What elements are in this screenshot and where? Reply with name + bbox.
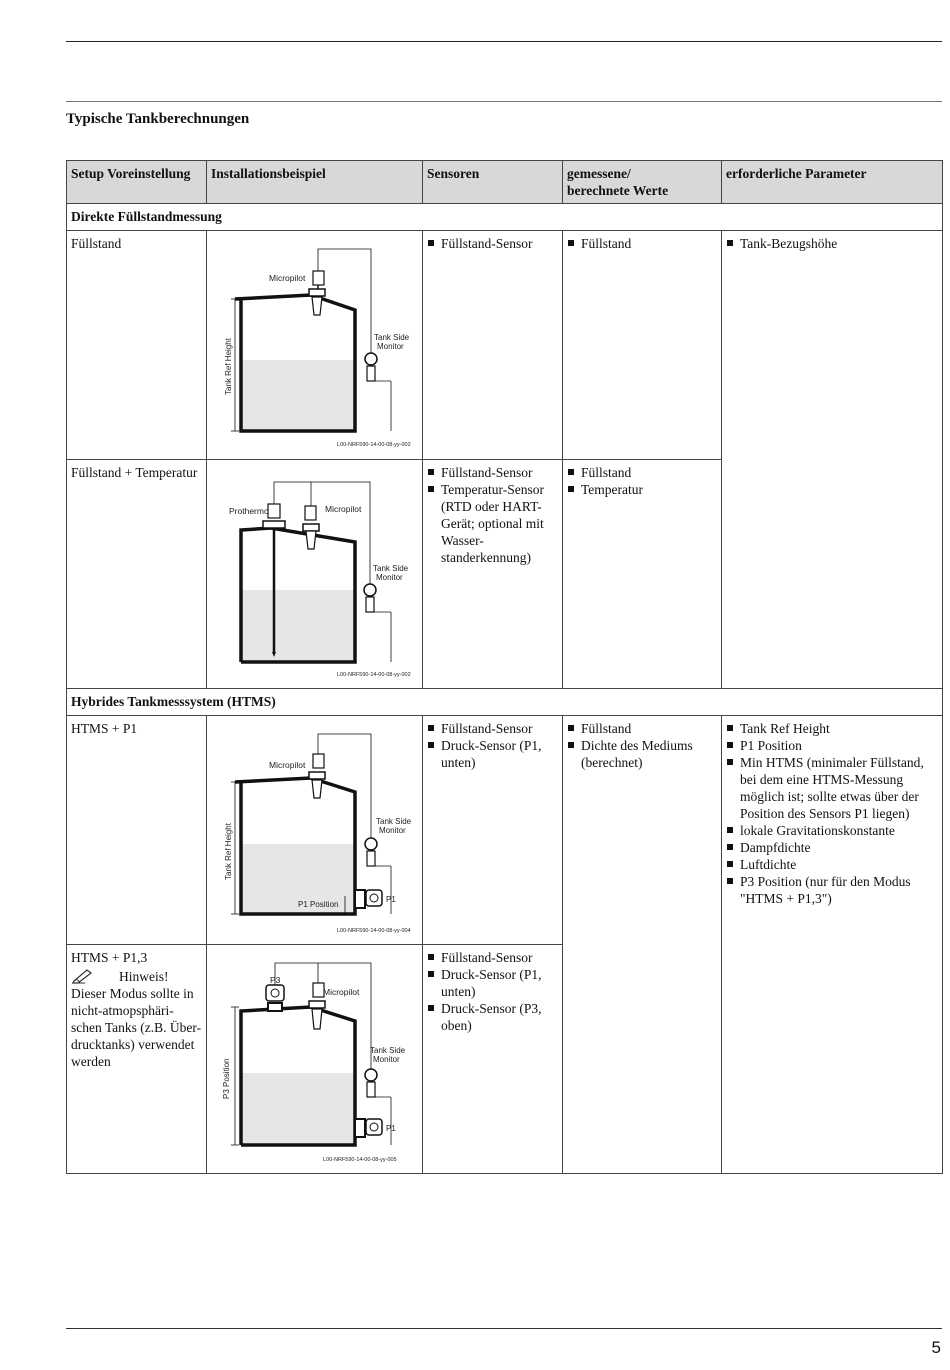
bottom-rule [66,1328,942,1329]
list-item: Luftdichte [726,856,938,873]
installation-figure [207,945,423,1174]
list-item: Dampfdichte [726,839,938,856]
list-item: Temperatur-Sensor (RTD oder HART-Gerät; optional mit Wasser-standerkennung) [427,481,558,566]
header-values: gemessene/ berechnete Werte [563,161,722,204]
table-row [67,716,943,945]
installation-figure [207,231,423,460]
list-item: Füllstand-Sensor [427,720,558,737]
list-item: lokale Gravitationskonstante [726,822,938,839]
figure-label: Micropilot [269,760,306,770]
figure-label: Monitor [373,1055,400,1064]
installation-figure [207,716,423,945]
section-title: Typische Tankberechnungen [66,111,250,127]
values-cell [563,460,722,689]
list-item: Füllstand-Sensor [427,464,558,481]
sensors-cell [423,716,563,945]
figure-label: Micropilot [323,987,360,997]
figure-label: P1 [386,1124,396,1133]
figure-code: L00-NRF590-14-00-08-yy-002 [337,442,411,448]
figure-code: L00-NRF590-14-00-08-yy-005 [323,1157,397,1163]
header-params: erforderliche Parameter [722,161,943,204]
list-item: Temperatur [567,481,717,498]
top-rule [66,41,942,42]
list-item: Füllstand [567,235,717,252]
list-item: Druck-Sensor (P1, unten) [427,966,558,1000]
figure-label: P1 Position [298,900,339,909]
figure-label: Tank Side [374,333,410,342]
setup-cell [67,945,207,1174]
sensors-cell [423,945,563,1174]
figure-label: Tank Side [370,1046,406,1055]
hint-label: Hinweis! [119,969,169,984]
setup-cell: HTMS + P1 [67,716,207,945]
list-item: Füllstand-Sensor [427,235,558,252]
figure-label: Tank Ref Height [224,338,233,395]
setup-cell: Füllstand + Temperatur [67,460,207,689]
list-item: Min HTMS (minimaler Füllstand, bei dem eine HTMS-Messung möglich ist; sollte etwas über der Position des Sensors P1 liegen) [726,754,938,822]
figure-label: Monitor [377,342,404,351]
tank-diagram-htms-p1-p3 [211,949,427,1169]
sensors-cell [423,231,563,460]
header-sensors: Sensoren [423,161,563,204]
values-cell [563,716,722,1174]
hint [71,968,202,985]
setup-label: HTMS + P1,3 [71,950,148,965]
list-item: Dichte des Mediums (berechnet) [567,737,717,771]
list-item: Tank Ref Height [726,720,938,737]
list-item: Druck-Sensor (P1, unten) [427,737,558,771]
figure-label: Tank Ref Height [224,823,233,880]
figure-label: Tank Side [373,564,409,573]
sensors-cell [423,460,563,689]
params-cell [722,231,943,689]
installation-figure [207,460,423,689]
page-number: 5 [931,1338,941,1357]
setup-cell: Füllstand [67,231,207,460]
list-item: Füllstand [567,720,717,737]
group-title-direct: Direkte Füllstandmessung [67,204,943,231]
figure-label: P3 Position [222,1058,231,1099]
group-row-hybrid [67,689,943,716]
hint-text: Dieser Modus sollte in nicht-atmopsphäri-schen Tanks (z.B. Über-drucktanks) verwendet werden [71,986,202,1069]
table-row [67,231,943,460]
tank-diagram-htms-p1 [211,720,427,940]
group-row-direct [67,204,943,231]
header-installation: Installationsbeispiel [207,161,423,204]
params-cell [722,716,943,1174]
figure-label: Micropilot [269,273,306,283]
header-row [67,161,943,204]
figure-label: Monitor [376,573,403,582]
pencil-icon [71,968,93,984]
figure-code: L00-NRF590-14-00-08-yy-004 [337,928,411,934]
figure-label: Tank Side [376,817,412,826]
group-title-hybrid: Hybrides Tankmesssystem (HTMS) [67,689,943,716]
figure-code: L00-NRF590-14-00-08-yy-002 [337,672,411,678]
list-item: Füllstand [567,464,717,481]
figure-label: Monitor [379,826,406,835]
figure-label: Micropilot [325,504,362,514]
header-setup: Setup Voreinstellung [67,161,207,204]
figure-label: Prothermo [229,506,269,516]
list-item: Tank-Bezugshöhe [726,235,938,252]
tank-calculation-table [66,160,943,1174]
list-item: Füllstand-Sensor [427,949,558,966]
values-cell [563,231,722,460]
list-item: P3 Position (nur für den Modus "HTMS + P1,3") [726,873,938,907]
tank-diagram-level [211,235,427,455]
list-item: P1 Position [726,737,938,754]
figure-label: P1 [386,895,396,904]
list-item: Druck-Sensor (P3, oben) [427,1000,558,1034]
figure-label: P3 [270,975,281,985]
section-rule [66,101,942,102]
tank-diagram-temperature [211,464,427,684]
